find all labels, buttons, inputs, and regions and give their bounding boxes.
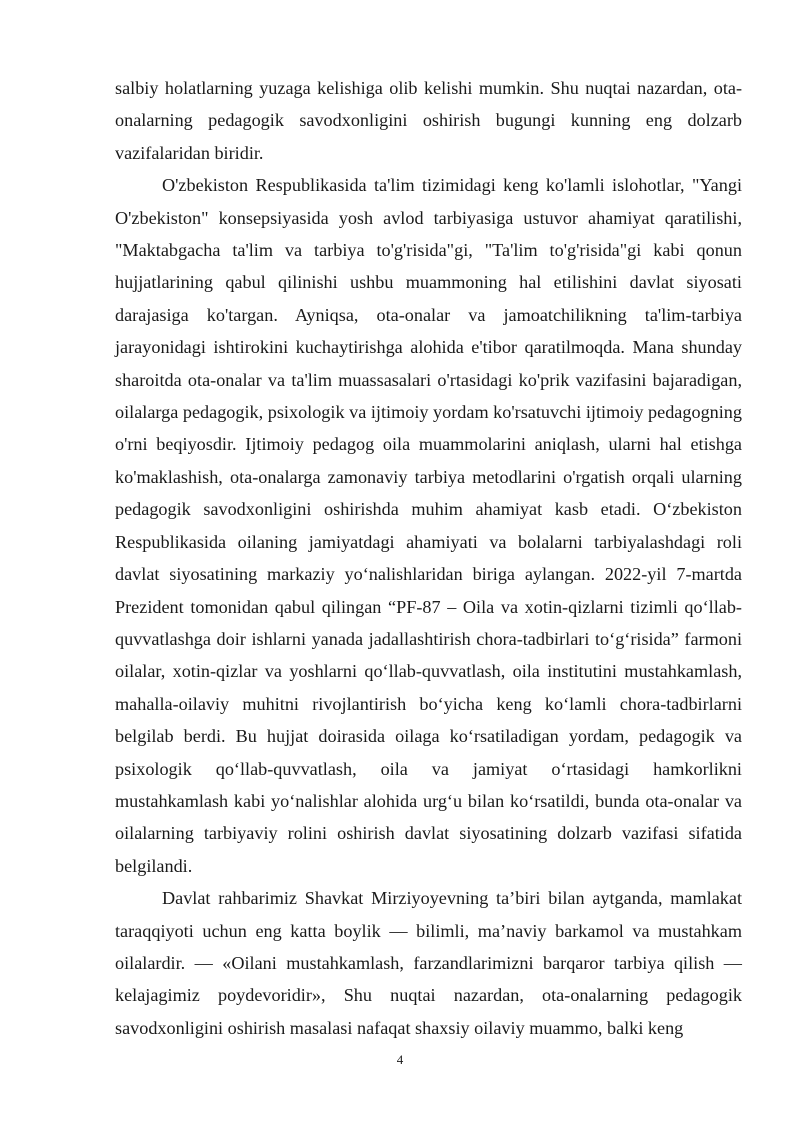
document-page bbox=[115, 72, 742, 1044]
paragraph-reforms: O'zbekiston Respublikasida ta'lim tizimidagi keng ko'lamli islohotlar, "Yangi O'zbekiston" konsepsiyasida yosh avlod tarbiyasiga ustuvor ahamiyat qaratilishi, "Maktabgacha ta'lim va tarbiya to'g'risida"gi, "Ta'lim to'g'risida"gi kabi qonun hujjatlarining qabul qilinishi ushbu muammoning hal etilishini davlat siyosati darajasiga ko'targan. Ayniqsa, ota-onalar va jamoatchilikning ta'lim-tarbiya jarayonidagi ishtirokini kuchaytirishga alohida e'tibor qaratilmoqda. Mana shunday sharoitda ota-onalar va ta'lim muassasalari o'rtasidagi ko'prik vazifasini bajaradigan, oilalarga pedagogik, psixologik va ijtimoiy yordam ko'rsatuvchi ijtimoiy pedagogning o'rni beqiyosdir. Ijtimoiy pedagog oila muammolarini aniqlash, ularni hal etishga ko'maklashish, ota-onalarga zamonaviy tarbiya metodlarini o'rgatish orqali ularning pedagogik savodxonligini oshirishda muhim ahamiyat kasb etadi. O‘zbekiston Respublikasida oilaning jamiyatdagi ahamiyati va bolalarni tarbiyalashdagi roli davlat siyosatining markaziy yo‘nalishlaridan biriga aylangan. 2022-yil 7-martda Prezident tomonidan qabul qilingan “PF-87 – Oila va xotin-qizlarni tizimli qo‘llab-quvvatlashga doir ishlarni yanada jadallashtirish chora-tadbirlari to‘g‘risida” farmoni oilalar, xotin-qizlar va yoshlarni qo‘llab-quvvatlash, oila institutini mustahkamlash, mahalla-oilaviy muhitni rivojlantirish bo‘yicha keng ko‘lamli chora-tadbirlarni belgilab berdi. Bu hujjat doirasida oilaga ko‘rsatiladigan yordam, pedagogik va psixologik qo‘llab-quvvatlash, oila va jamiyat o‘rtasidagi hamkorlikni mustahkamlash kabi yo‘nalishlar alohida urg‘u bilan ko‘rsatildi, bunda ota-onalar va oilalarning tarbiyaviy rolini oshirish davlat siyosatining dolzarb vazifasi sifatida belgilandi. bbox=[115, 175, 742, 876]
paragraph-continuation: salbiy holatlarning yuzaga kelishiga olib kelishi mumkin. Shu nuqtai nazardan, ota-onalarning pedagogik savodxonligini oshirish bugungi kunning eng dolzarb vazifalaridan biridir. bbox=[115, 78, 742, 163]
page-number: 4 bbox=[396, 1052, 404, 1067]
paragraph-president-quote: Davlat rahbarimiz Shavkat Mirziyoyevning ta’biri bilan aytganda, mamlakat taraqqiyoti uchun eng katta boylik — bilimli, ma’naviy barkamol va mustahkam oilalardir. — «Oilani mustahkamlash, farzandlarimizni barqaror tarbiya qilish — kelajagimiz poydevoridir», Shu nuqtai nazardan, ota-onalarning pedagogik savodxonligini oshirish masalasi nafaqat shaxsiy oilaviy muammo, balki keng bbox=[115, 888, 742, 1038]
